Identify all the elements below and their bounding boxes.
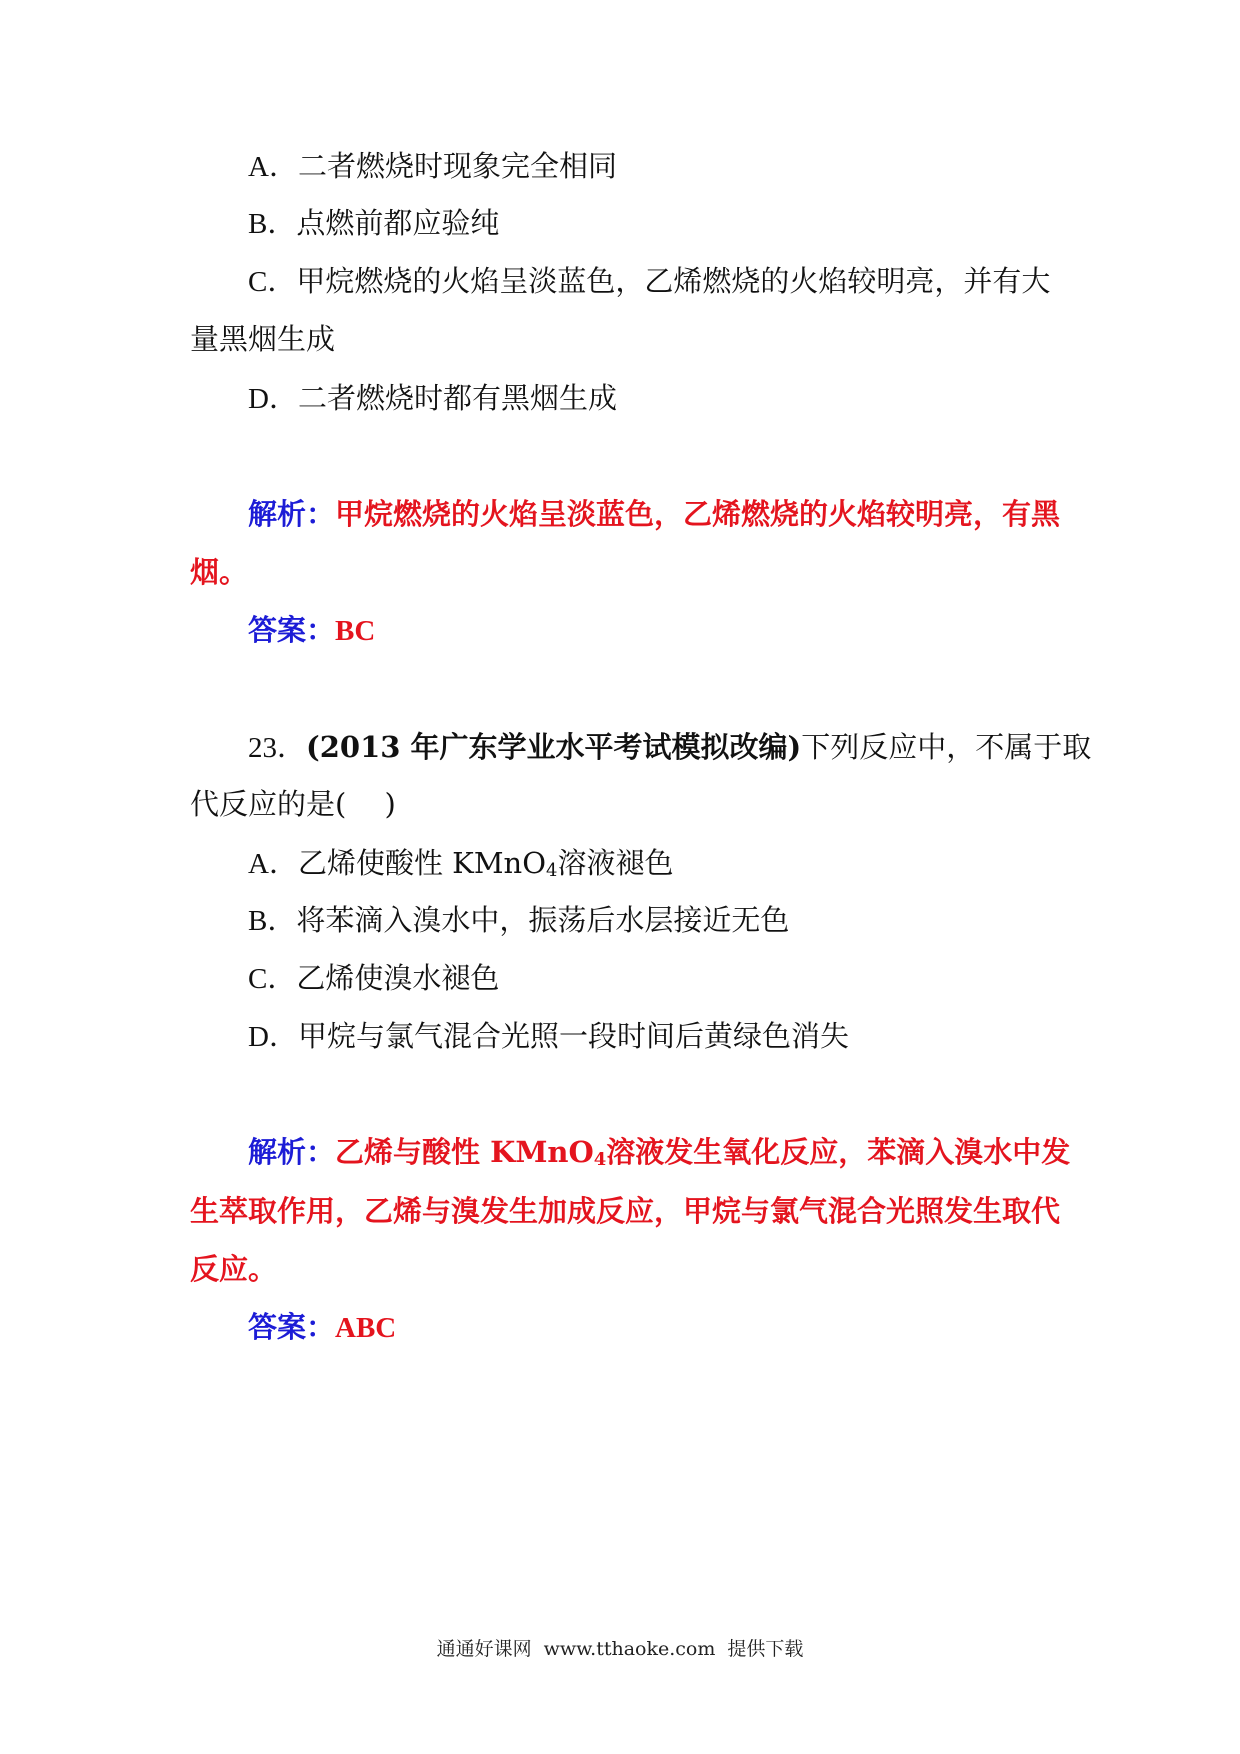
- option-letter: A．: [248, 848, 298, 880]
- q23-analysis-line-2: 生萃取作用，乙烯与溴发生加成反应，甲烷与氯气混合光照发生取代: [190, 1194, 1061, 1228]
- option-letter: B．: [248, 208, 297, 240]
- q22-analysis: [248, 496, 1060, 532]
- option-text-after: 溶液褪色: [557, 846, 674, 880]
- q22-option-c-continuation: 量黑烟生成: [190, 322, 336, 356]
- answer-value: BC: [335, 615, 376, 647]
- q23-stem: [248, 729, 1091, 766]
- answer-label: 答案：: [248, 1310, 336, 1344]
- q23-analysis: [248, 1134, 1070, 1178]
- q22-analysis-continuation: 烟。: [190, 555, 249, 589]
- analysis-text-after: 溶液发生氧化反应，苯滴入溴水中发: [606, 1135, 1071, 1169]
- q23-stem-continuation: 代反应的是( ): [190, 787, 396, 821]
- option-text: 二者燃烧时现象完全相同: [297, 149, 617, 183]
- option-text: 甲烷与氯气混合光照一段时间后黄绿色消失: [297, 1019, 849, 1053]
- analysis-label: 解析：: [248, 1135, 336, 1169]
- q22-option-c: [248, 263, 1050, 300]
- option-letter: D．: [248, 1021, 298, 1053]
- footer-suffix: 提供下载: [727, 1638, 804, 1660]
- q23-answer: [248, 1309, 396, 1346]
- answer-value: ABC: [335, 1312, 397, 1344]
- analysis-label: 解析：: [248, 497, 336, 531]
- q23-option-a: [248, 845, 673, 889]
- question-number: 23．: [248, 732, 307, 764]
- question-stem-text: 下列反应中，不属于取: [801, 730, 1092, 764]
- option-text: 二者燃烧时都有黑烟生成: [297, 381, 617, 415]
- analysis-text: 甲烷燃烧的火焰呈淡蓝色，乙烯燃烧的火焰较明亮，有黑: [335, 497, 1061, 531]
- q23-option-b: [248, 902, 789, 939]
- option-text: 甲烷燃烧的火焰呈淡蓝色，乙烯燃烧的火焰较明亮，并有大: [296, 264, 1051, 298]
- q23-option-c: [248, 960, 499, 997]
- q22-option-d: [248, 380, 617, 417]
- option-letter: B．: [248, 905, 297, 937]
- option-letter: C．: [248, 963, 297, 995]
- subscript: 4: [593, 1149, 607, 1170]
- page-footer: [0, 1637, 1240, 1661]
- option-text: 将苯滴入溴水中，振荡后水层接近无色: [296, 903, 790, 937]
- answer-label: 答案：: [248, 613, 336, 647]
- option-letter: A．: [248, 151, 298, 183]
- footer-url[interactable]: www.tthaoke.com: [543, 1638, 716, 1660]
- option-text: 乙烯使溴水褪色: [296, 961, 500, 995]
- q23-option-d: [248, 1018, 849, 1055]
- q22-answer: [248, 612, 375, 649]
- question-source: (2013 年广东学业水平考试模拟改编): [306, 730, 802, 764]
- footer-site-name: 通通好课网: [436, 1638, 532, 1660]
- q23-analysis-line-3: 反应。: [190, 1252, 278, 1286]
- q22-option-b: [248, 205, 499, 242]
- option-letter: D．: [248, 383, 298, 415]
- option-text: 点燃前都应验纯: [296, 206, 500, 240]
- subscript: 4: [545, 860, 558, 881]
- q22-option-a: [248, 148, 617, 185]
- option-text: 乙烯使酸性 KMnO: [297, 846, 546, 880]
- option-letter: C．: [248, 266, 297, 298]
- analysis-text: 乙烯与酸性 KMnO: [335, 1135, 594, 1169]
